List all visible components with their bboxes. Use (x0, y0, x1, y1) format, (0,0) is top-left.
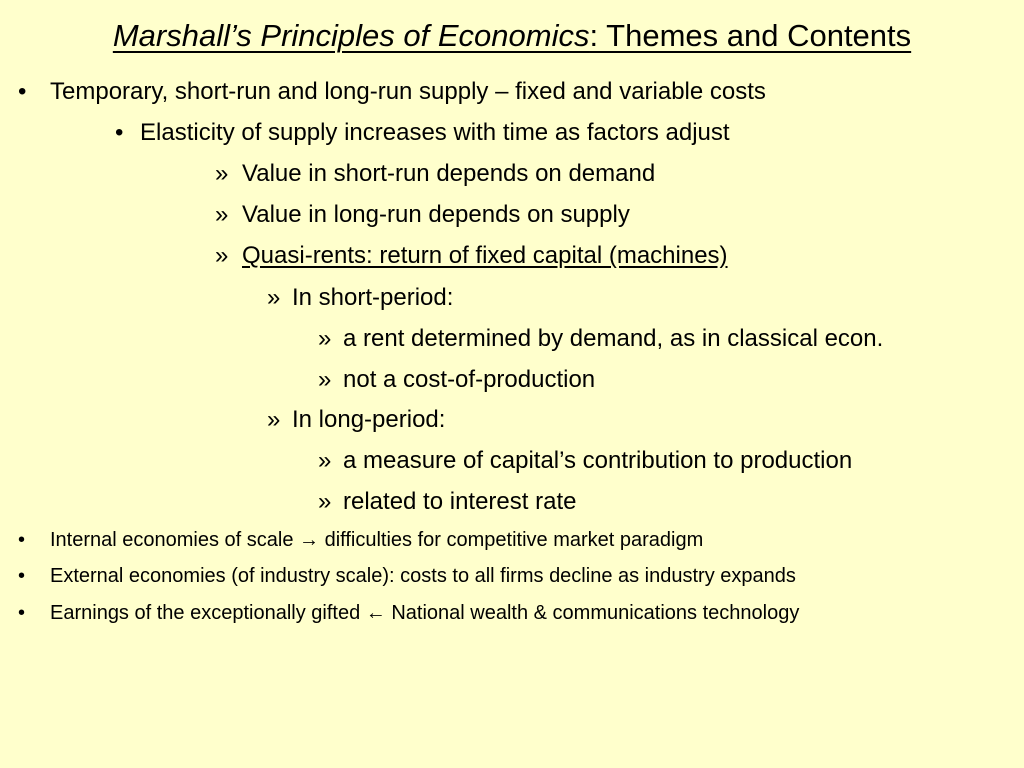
outline-item-text: Temporary, short-run and long-run supply – fixed and variable costs (50, 78, 766, 105)
outline-item-text: Value in short-run depends on demand (242, 160, 656, 187)
bullet-marker: • (18, 565, 26, 587)
title-suffix: : Themes and Contents (589, 18, 912, 53)
arrow-left-icon: ← (365, 602, 386, 624)
bullet-marker: • (18, 529, 26, 551)
outline-item-text (50, 603, 799, 623)
outline-item-text: Elasticity of supply increases with time as factors adjust (140, 119, 730, 146)
outline-item-text (50, 530, 703, 550)
arrow-right-icon: → (299, 529, 320, 551)
outline-item-text: In short-period: (292, 284, 454, 311)
bullet-marker: » (318, 488, 332, 515)
bullet-marker: » (215, 201, 229, 228)
outline-item-text-before: Earnings of the exceptionally gifted (50, 602, 361, 624)
outline-item-text-before: Internal economies of scale (50, 529, 294, 551)
book-title: Marshall’s Principles of Economics (112, 18, 590, 53)
outline-item-text: Quasi-rents: return of fixed capital (machines) (242, 242, 728, 269)
bullet-marker: » (215, 242, 229, 269)
outline-item-text-after: difficulties for competitive market paradigm (324, 529, 704, 551)
bullet-marker: » (318, 325, 332, 352)
outline-item-text: related to interest rate (343, 488, 577, 515)
bullet-marker: • (18, 602, 26, 624)
slide-title (0, 16, 1024, 56)
bullet-marker: » (318, 366, 332, 393)
bullet-marker: » (318, 447, 332, 474)
bullet-marker: • (115, 119, 124, 146)
outline-item-text: a measure of capital’s contribution to production (343, 447, 853, 474)
bullet-marker: » (267, 406, 281, 433)
outline-item-text: In long-period: (292, 406, 446, 433)
bullet-marker: » (267, 284, 281, 311)
outline-item-text: not a cost-of-production (343, 366, 596, 393)
bullet-marker: » (215, 160, 229, 187)
bullet-marker: • (18, 78, 27, 105)
outline-item-text: External economies (of industry scale): costs to all firms decline as industry expands (50, 565, 796, 587)
outline-item-text: a rent determined by demand, as in classical econ. (343, 325, 884, 352)
outline-item-text-after: National wealth & communications technology (391, 602, 800, 624)
outline-item-text: Value in long-run depends on supply (242, 201, 630, 228)
